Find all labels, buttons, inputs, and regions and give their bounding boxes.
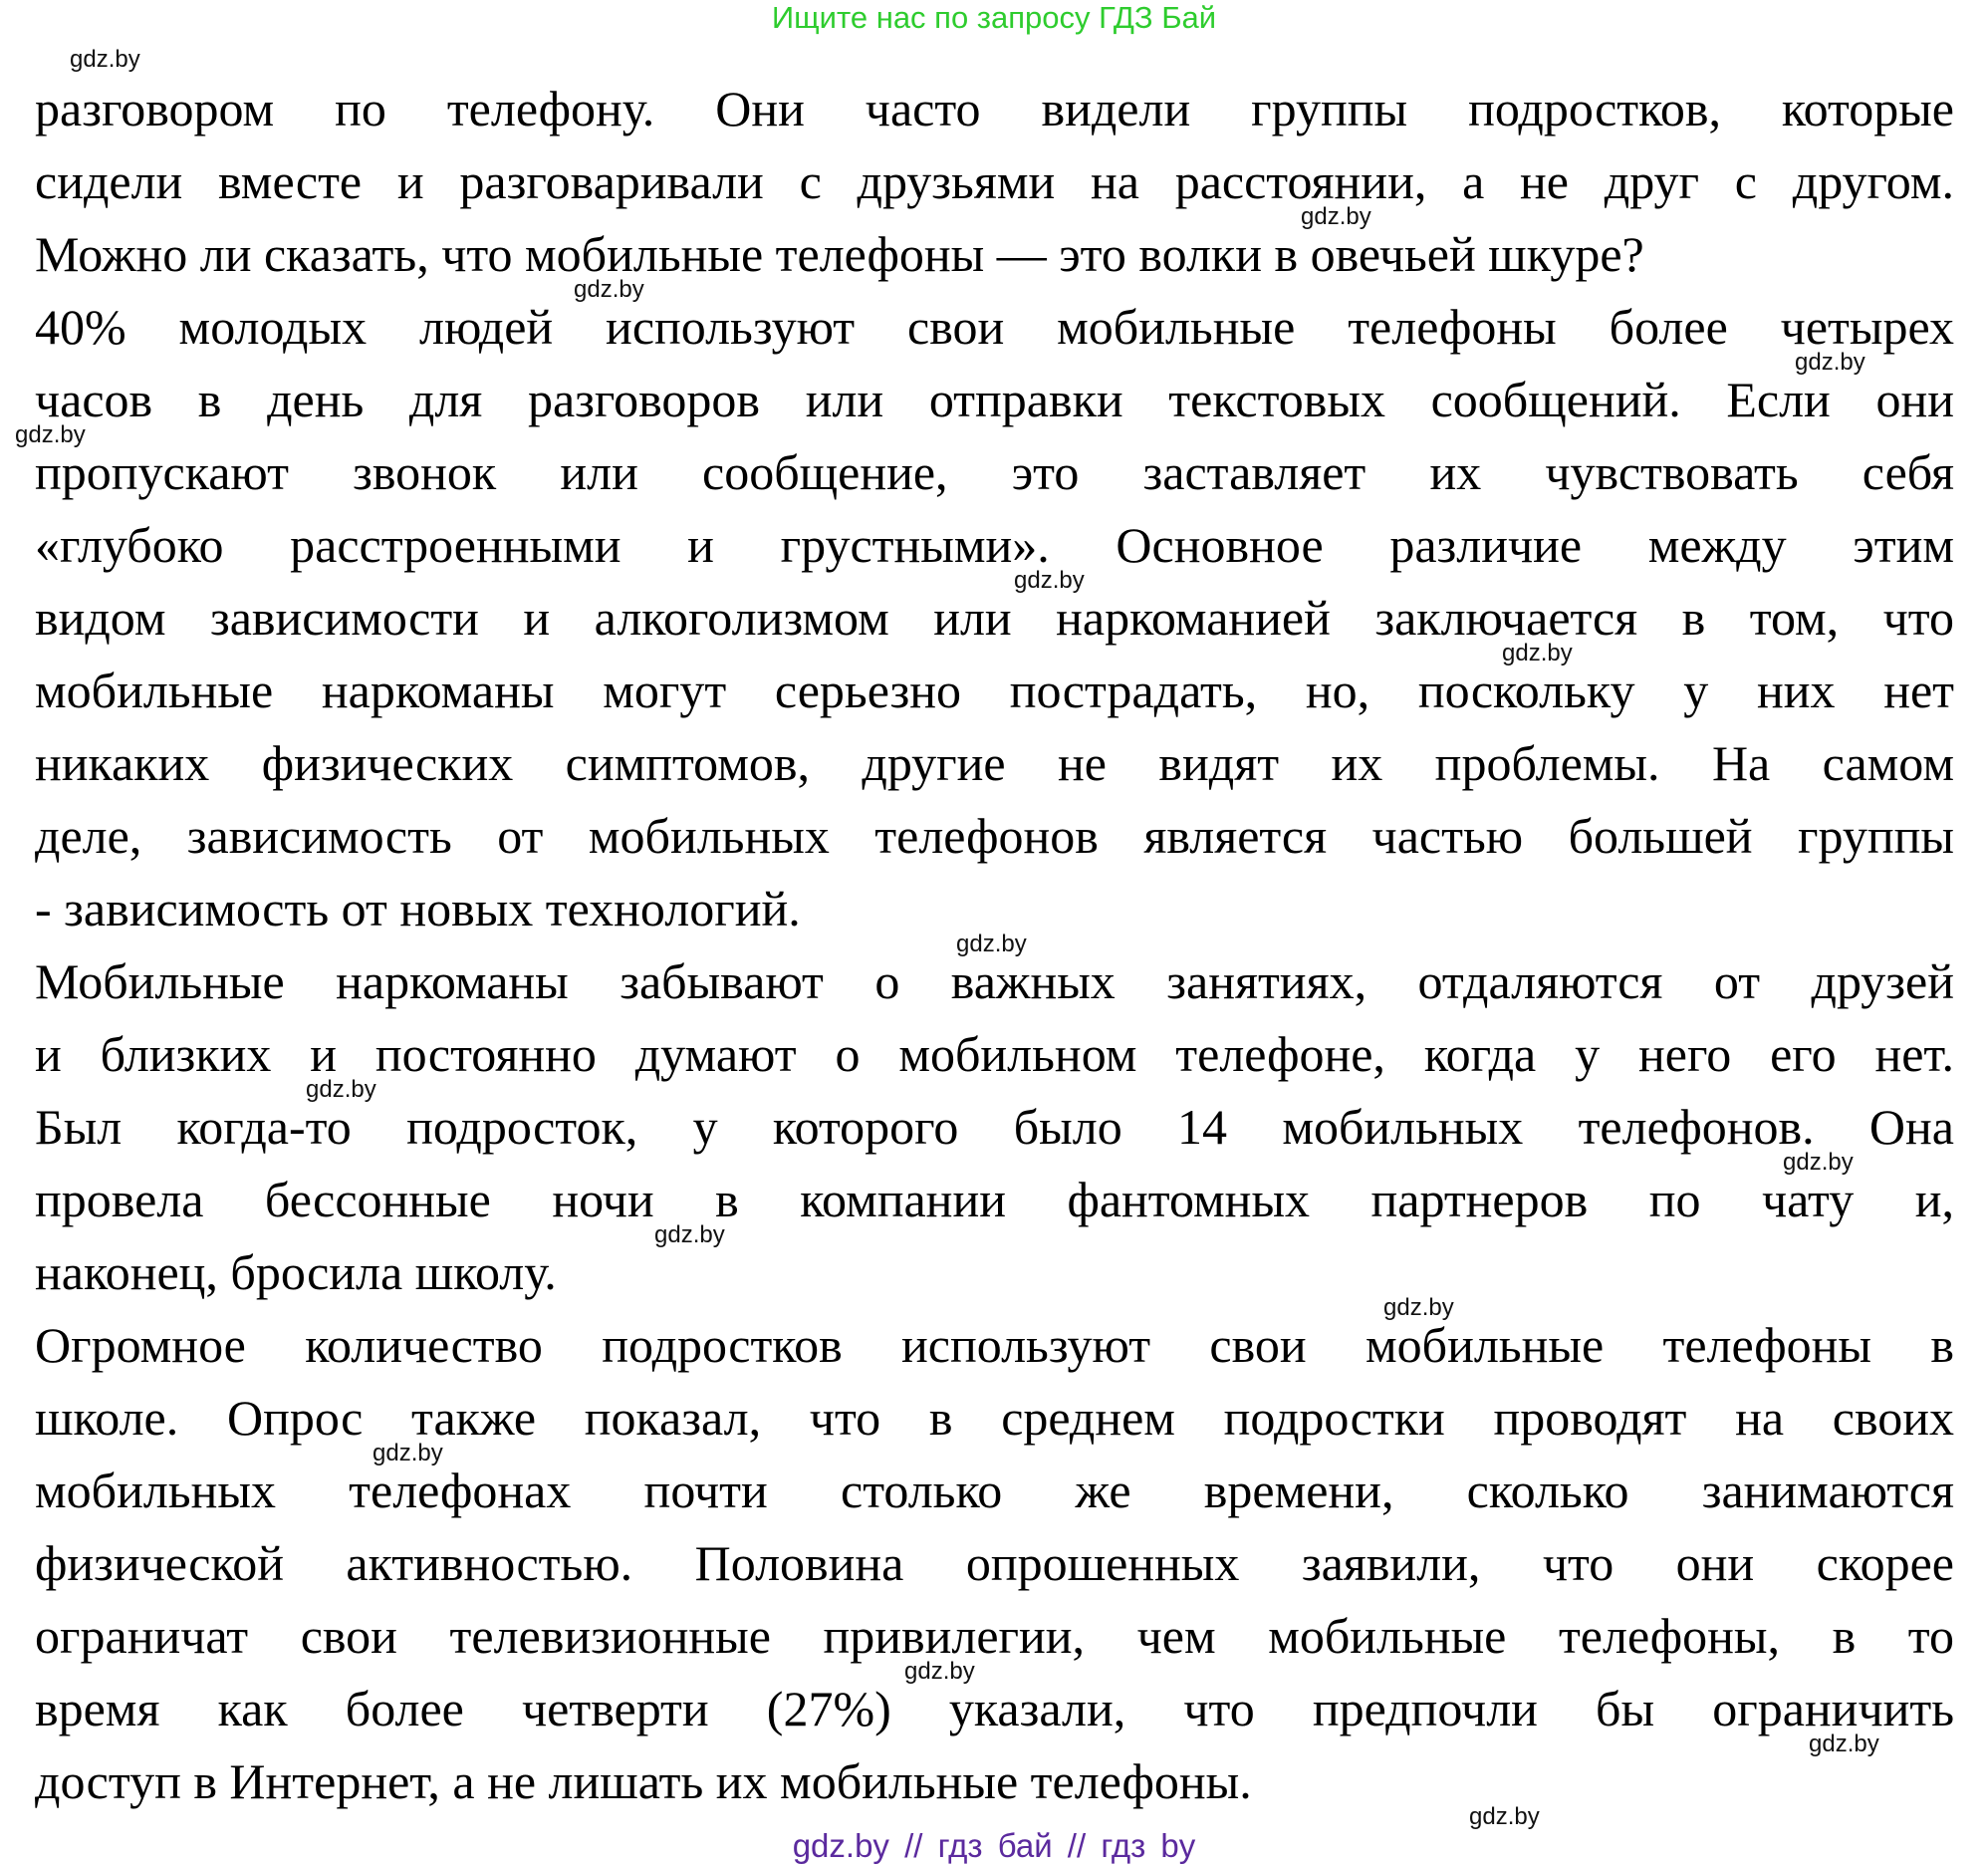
- watermark: gdz.by: [1502, 640, 1573, 666]
- text-line: физической активностью. Половина опрошенных заявили, что они скорее: [35, 1535, 1954, 1591]
- site-search-banner: Ищите нас по запросу ГДЗ Бай: [771, 0, 1217, 35]
- text-line: 40% молодых людей используют свои мобильные телефоны более четырех: [35, 299, 1954, 355]
- watermark: gdz.by: [1809, 1731, 1879, 1757]
- text-line: Был когда-то подросток, у которого было 14 мобильных телефонов. Она: [35, 1099, 1954, 1155]
- text-line: сидели вместе и разговаривали с друзьями на расстоянии, а не друг с другом.: [35, 153, 1954, 209]
- text-line: часов в день для разговоров или отправки текстовых сообщений. Если они: [35, 372, 1954, 427]
- text-line: и близких и постоянно думают о мобильном телефоне, когда у него его нет.: [35, 1026, 1954, 1082]
- text-line: Можно ли сказать, что мобильные телефоны — это волки в овечьей шкуре?: [35, 226, 1644, 282]
- text-line: Огромное количество подростков используют свои мобильные телефоны в: [35, 1317, 1954, 1373]
- watermark: gdz.by: [1469, 1803, 1540, 1830]
- text-line: мобильные наркоманы могут серьезно пострадать, но, поскольку у них нет: [35, 663, 1954, 718]
- text-line: доступ в Интернет, а не лишать их мобильные телефоны.: [35, 1753, 1252, 1809]
- watermark: gdz.by: [70, 46, 140, 73]
- text-line: деле, зависимость от мобильных телефонов является частью большей группы: [35, 808, 1954, 864]
- text-line: - зависимость от новых технологий.: [35, 881, 801, 936]
- watermark: gdz.by: [1783, 1149, 1854, 1176]
- text-line: провела бессонные ночи в компании фантомных партнеров по чату и,: [35, 1172, 1954, 1227]
- text-line: разговором по телефону. Они часто видели группы подростков, которые: [35, 81, 1954, 136]
- text-line: ограничат свои телевизионные привилегии, чем мобильные телефоны, в то: [35, 1608, 1954, 1664]
- watermark: gdz.by: [373, 1440, 443, 1466]
- watermark: gdz.by: [1014, 567, 1085, 594]
- text-line: видом зависимости и алкоголизмом или наркоманией заключается в том, что: [35, 590, 1954, 646]
- watermark: gdz.by: [15, 421, 86, 448]
- watermark: gdz.by: [904, 1658, 975, 1685]
- watermark: gdz.by: [654, 1221, 725, 1248]
- text-line: время как более четверти (27%) указали, что предпочли бы ограничить: [35, 1681, 1954, 1736]
- text-line: «глубоко расстроенными и грустными». Основное различие между этим: [35, 517, 1954, 573]
- text-line: школе. Опрос также показал, что в среднем подростки проводят на своих: [35, 1390, 1954, 1446]
- text-line: мобильных телефонах почти столько же времени, сколько занимаются: [35, 1463, 1954, 1518]
- watermark: gdz.by: [956, 931, 1027, 957]
- footer-site-links: gdz.by // гдз бай // гдз by: [792, 1827, 1196, 1864]
- watermark: gdz.by: [1383, 1294, 1454, 1321]
- watermark: gdz.by: [574, 276, 644, 303]
- text-line: наконец, бросила школу.: [35, 1244, 557, 1300]
- watermark: gdz.by: [306, 1076, 376, 1103]
- text-line: никаких физических симптомов, другие не видят их проблемы. На самом: [35, 735, 1954, 791]
- text-line: пропускают звонок или сообщение, это заставляет их чувствовать себя: [35, 444, 1954, 500]
- text-line: Мобильные наркоманы забывают о важных занятиях, отдаляются от друзей: [35, 953, 1954, 1009]
- watermark: gdz.by: [1795, 349, 1865, 376]
- watermark: gdz.by: [1301, 203, 1371, 230]
